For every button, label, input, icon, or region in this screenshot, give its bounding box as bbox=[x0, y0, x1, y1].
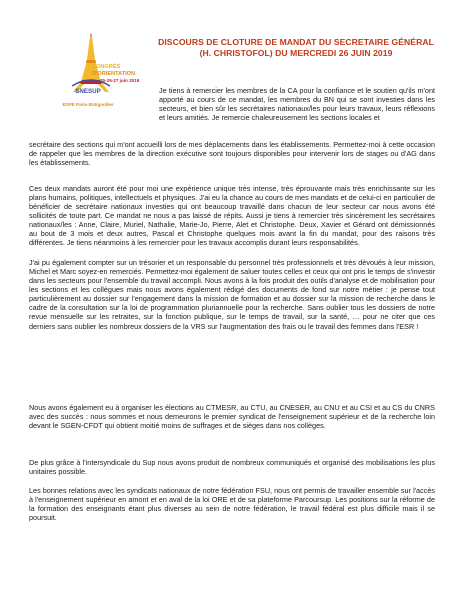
paragraph-elections: Nous avons également eu à organiser les élections au CTMESR, au CTU, au CNESER, au CNU et au CSI et au CS du CNRS avec des succès : nous sommes et nous demeurons le premier syndicat de l'enseignement supérieur et de la recherche loin devant le SGEN-CFDT qui obtient moitié moins de suffrages et de sièges dans nos collèges. bbox=[29, 403, 435, 431]
paragraph-intersyndicale: De plus grâce à l'intersyndicale du Sup nous avons produit de nombreux communiqués et organisé des mobilisations les plus unitaires possible. bbox=[29, 458, 435, 477]
logo-venue: ESPE Paris-Batignolles bbox=[62, 102, 114, 107]
logo-line-congres: CONGRÈS bbox=[92, 64, 121, 70]
logo-line-orientation: D'ORIENTATION bbox=[92, 71, 136, 77]
paragraph-thanks-continued: secrétaire des sections qui m'ont accueilli lors de mes déplacements dans les établissements. Permettez-moi à cette occasion de rappeler que les membres de la direction exécutive sont toujours disponibles pour intervenir lors de stages ou d'AG dans les établissements. bbox=[29, 140, 435, 168]
logo-dates: 25-26-27 juin 2019 bbox=[100, 78, 140, 83]
paragraph-federation: Les bonnes relations avec les syndicats nationaux de notre fédération FSU, nous ont permis de travailler ensemble sur l'accès à l'enseignement supérieur en amont et en aval de la loi ORE et de sa plateforme Parcoursup. Les positions sur la réforme de la formation des enseignants étant plus diverses au sein de notre fédération, le travail fédéral est plus difficile mais il se poursuit. bbox=[29, 486, 435, 523]
paragraph-team-work: J'ai pu également compter sur un trésorier et un responsable du personnel très professionnels et très dévoués à leur mission, Michel et Marc soyez-en remerciés. Permettez-moi également de saluer toutes celles et ceux qui ont pris le temps de s'investir dans les secteurs pour l'ensemble du travail accompli. Nous avons à la fois produit des outils d'analyse et de mobilisation pour les sections et les collègues mais nous avons également rédigé des documents de fond sur notre métier : je pense tout particulièrement au dossier sur l'engagement dans la mission de formation et au dossier sur la mission de recherche dans le cadre de la consultation sur la loi de programmation pluriannuelle pour la recherche. Sans oublier tous les dossiers de notre revue mensuelle sur les retraites, sur la fonction publique, sur le temps de travail, sur la santé, … pour ne citer que ces derniers sans oublier les nombreux dossiers de la VRS sur l'augmentation des frais ou le travail des femmes dans l'ESR ! bbox=[29, 258, 435, 331]
document-title: DISCOURS DE CLOTURE DE MANDAT DU SECRETAIRE GÉNÉRAL (H. CHRISTOFOL) DU MERCREDI 26 JUIN 2019 bbox=[158, 37, 434, 58]
paragraph-thanks-intro: Je tiens à remercier les membres de la CA pour la confiance et le soutien qu'ils m'ont apporté au cours de ce mandat, les membres du BN qui se sont investies dans les secteurs, et bien sûr les secrétaires nationaux/les pour leurs travaux, leurs réflexions et leurs amitiés. Je remercie chaleureusement les sections locales et bbox=[159, 86, 435, 123]
congress-logo bbox=[52, 30, 168, 122]
paragraph-mandates: Ces deux mandats auront été pour moi une expérience unique très intense, très éprouvante mais très enrichissante sur les plans humains, politiques, intellectuels et physiques. J'ai eu la chance au cours de mes mandats et de celui-ci en particulier de bénéficier de secrétaire nationaux investies qui ont beaucoup travaillé dans chacun de leur secteur car nous avons été sollicités de toute part. Ce mandat ne nous a pas laissé de répits. Aussi je tiens à remercier très sincèrement les secrétaires nationaux/les : Anne, Claire, Muriel, Nathalie, Marie-Jo, Pierre, Alet et Christophe. Deux, Xavier et Gérard ont démissionnés au bout de 3 mois et deux autres, Pascal et Christophe quelques mois avant la fin du mandat, pour des raisons très différentes. Je tiens néanmoins à les remercier pour les travaux accomplis durant leurs responsabilités. bbox=[29, 184, 435, 248]
logo-brand: SNESUP bbox=[75, 88, 101, 95]
